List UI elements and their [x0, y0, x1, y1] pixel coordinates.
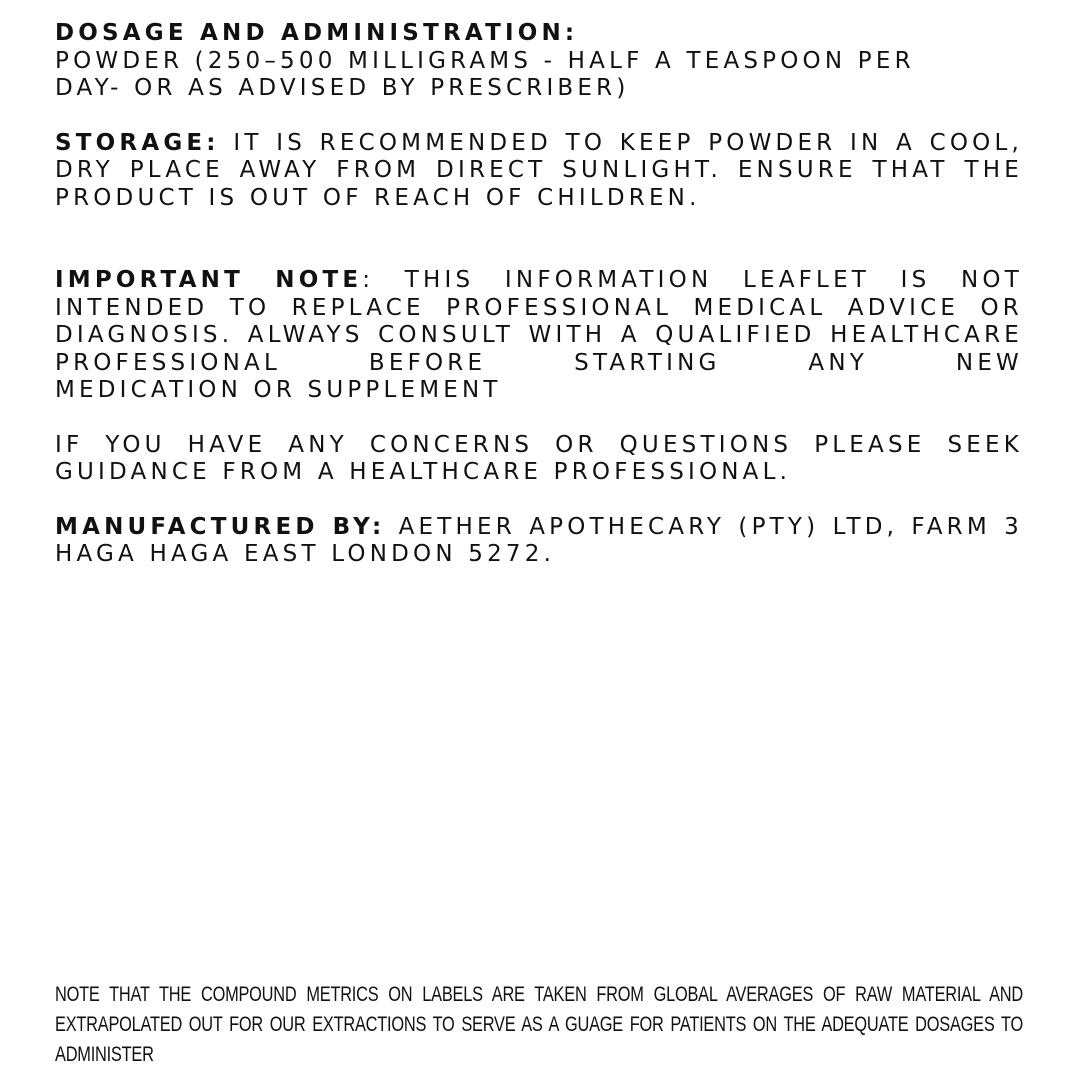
storage-last-line: PRODUCT IS OUT OF REACH OF CHILDREN. — [55, 184, 701, 211]
dosage-line-1: POWDER (250–500 MILLIGRAMS - HALF A TEASPOON PER — [55, 47, 915, 74]
concerns-section — [55, 432, 1023, 487]
manufacturer-last-line: HAGA HAGA EAST LONDON 5272. — [55, 541, 556, 567]
manufacturer-section — [55, 514, 1023, 569]
dosage-section — [55, 20, 1023, 103]
concerns-text: IF YOU HAVE ANY CONCERNS OR QUESTIONS PLEASE SEEK — [55, 431, 1023, 458]
storage-section — [55, 130, 1023, 213]
important-note-heading: IMPORTANT NOTE — [55, 267, 363, 293]
storage-heading: STORAGE: — [55, 129, 220, 156]
concerns-last-line: GUIDANCE FROM A HEALTHCARE PROFESSIONAL. — [55, 459, 792, 485]
compound-metrics-footnote: NOTE THAT THE COMPOUND METRICS ON LABELS ARE TAKEN FROM GLOBAL AVERAGES OF RAW MATERIAL AND EXTRAPOLATED OUT FOR OUR EXTRACTIONS TO SERVE AS A GUAGE FOR PATIENTS ON THE ADEQUATE DOSAGES TO ADMINISTER — [55, 983, 1023, 1066]
storage-text: IT IS RECOMMENDED TO KEEP POWDER IN A COOL, DRY PLACE AWAY FROM DIRECT SUNLIGHT. ENSURE THAT THE — [55, 129, 1023, 183]
dosage-heading: DOSAGE AND ADMINISTRATION: — [55, 20, 579, 46]
manufacturer-text: AETHER APOTHECARY (PTY) LTD, FARM 3 — [398, 513, 1023, 540]
leaflet-text — [55, 20, 1023, 569]
important-note-last-line: MEDICATION OR SUPPLEMENT — [55, 377, 502, 403]
important-note-section — [55, 267, 1023, 405]
important-note-text: : THIS INFORMATION LEAFLET IS NOT INTENDED TO REPLACE PROFESSIONAL MEDICAL ADVICE OR DIAGNOSIS. ALWAYS CONSULT WITH A QUALIFIED HEALTHCARE PROFESSIONAL BEFORE STARTING ANY NEW — [55, 267, 1023, 376]
dosage-line-2: DAY- OR AS ADVISED BY PRESCRIBER) — [55, 75, 630, 101]
manufacturer-heading: MANUFACTURED BY: — [55, 513, 386, 540]
